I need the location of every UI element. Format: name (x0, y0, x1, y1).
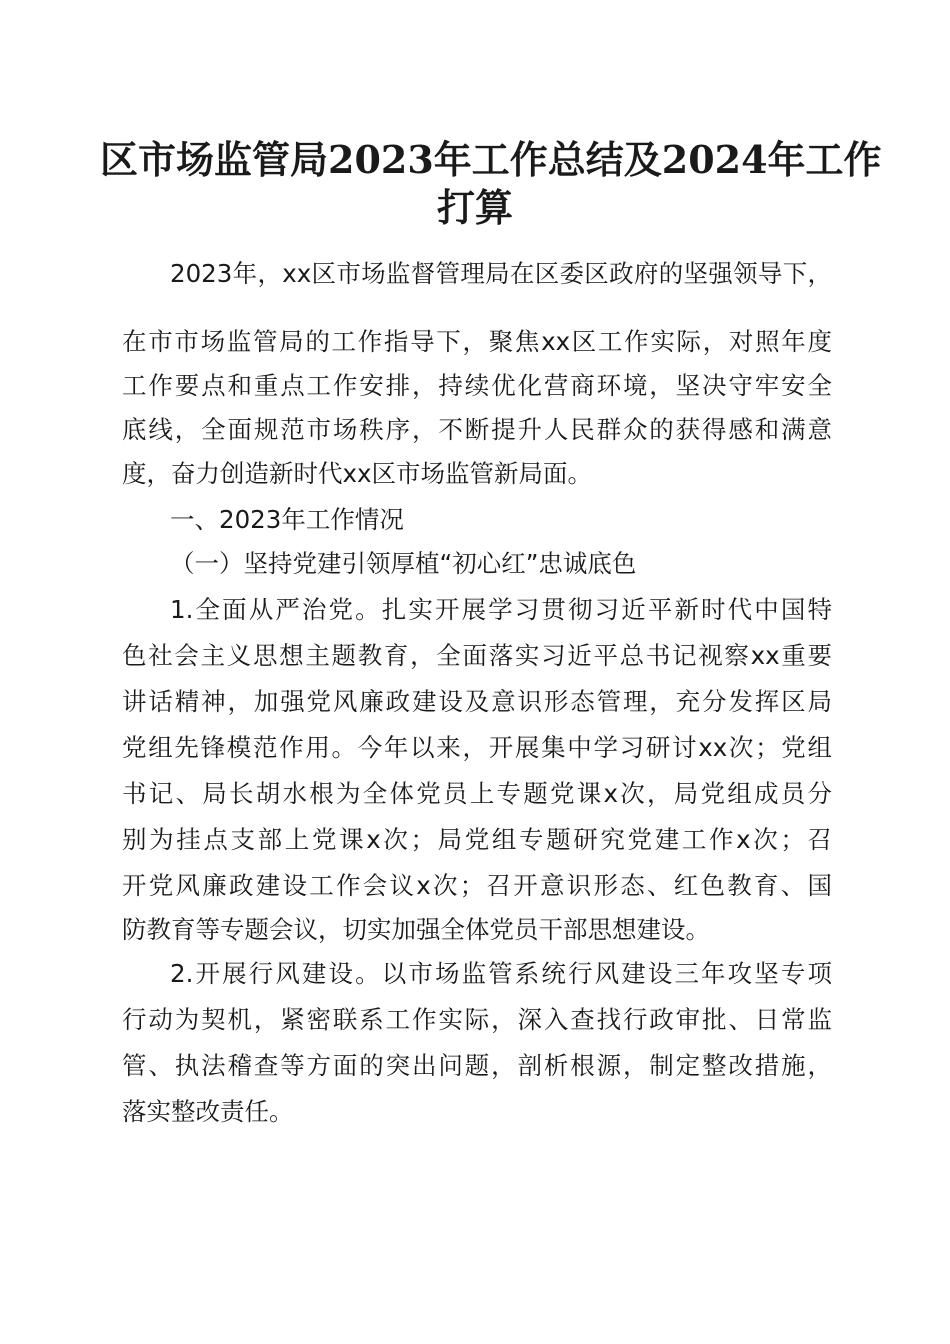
item2-line: 行动为契机，紧密联系工作实际，深入查找行政审批、日常监 (122, 1005, 832, 1034)
item1-line: 开党风廉政建设工作会议x次；召开意识形态、红色教育、国 (122, 871, 832, 900)
item2-line: 管、执法稽查等方面的突出问题，剖析根源，制定整改措施， (122, 1051, 832, 1080)
subsection-heading: （一）坚持党建引领厚植“初心红”忠诚底色 (170, 549, 637, 578)
document-title-line-1: 区市场监管局2023年工作总结及2024年工作 (100, 137, 882, 182)
item1-line: 党组先锋模范作用。今年以来，开展集中学习研讨xx次；党组 (122, 733, 832, 762)
intro-line: 工作要点和重点工作安排，持续优化营商环境，坚决守牢安全 (122, 371, 832, 400)
section-heading: 一、2023年工作情况 (170, 505, 404, 534)
item1-line: 防教育等专题会议，切实加强全体党员干部思想建设。 (122, 915, 710, 944)
item1-line: 色社会主义思想主题教育，全面落实习近平总书记视察xx重要 (122, 641, 832, 670)
item2-line: 落实整改责任。 (122, 1097, 294, 1126)
item1-line: 1.全面从严治党。扎实开展学习贯彻习近平新时代中国特 (170, 595, 832, 624)
item1-line: 讲话精神，加强党风廉政建设及意识形态管理，充分发挥区局 (122, 687, 832, 716)
intro-line: 底线，全面规范市场秩序，不断提升人民群众的获得感和满意 (122, 415, 832, 444)
item1-line: 别为挂点支部上党课x次；局党组专题研究党建工作x次；召 (122, 825, 832, 854)
document-title-line-2: 打算 (436, 185, 513, 230)
item1-line: 书记、局长胡水根为全体党员上专题党课x次，局党组成员分 (122, 779, 832, 808)
intro-line: 2023年，xx区市场监督管理局在区委区政府的坚强领导下， (170, 259, 832, 288)
item2-line: 2.开展行风建设。以市场监管系统行风建设三年攻坚专项 (170, 959, 832, 988)
intro-line: 在市市场监管局的工作指导下，聚焦xx区工作实际，对照年度 (122, 327, 832, 356)
intro-line: 度，奋力创造新时代xx区市场监管新局面。 (122, 459, 592, 488)
